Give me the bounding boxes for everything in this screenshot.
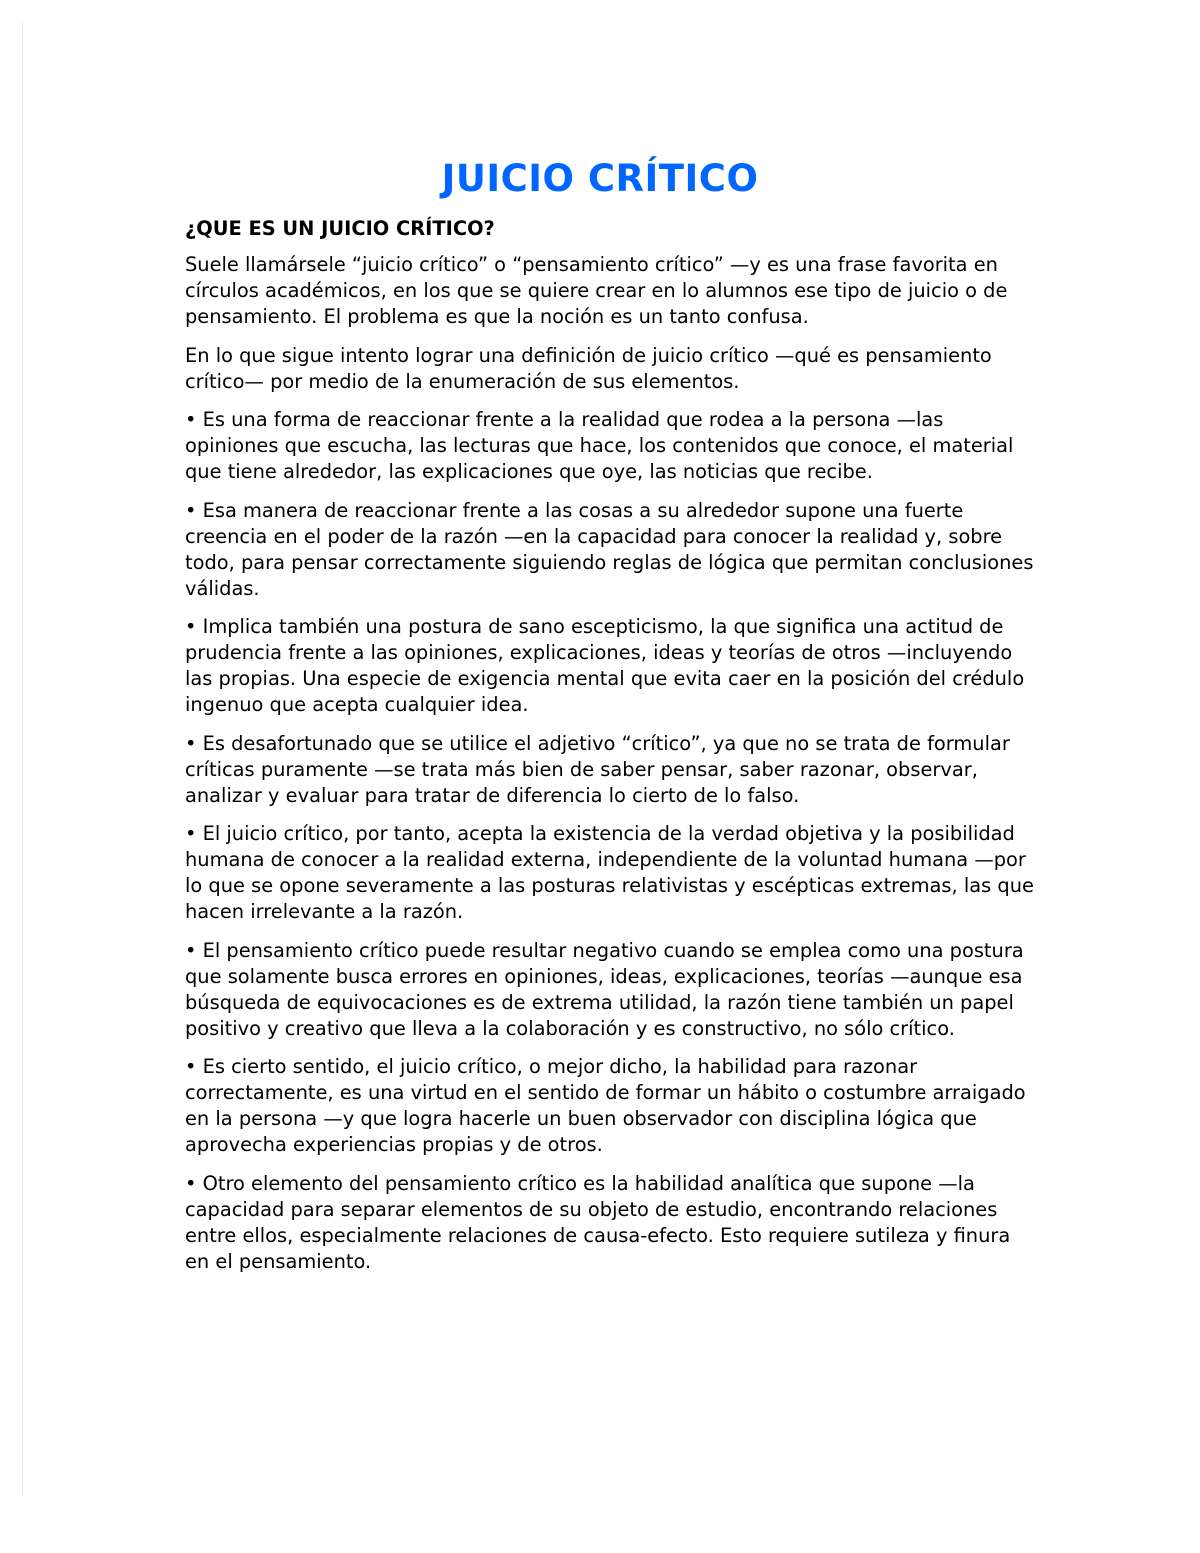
bullet-item: • Es cierto sentido, el juicio crítico, o mejor dicho, la habilidad para razonar correctamente, es una virtud en el sentido de formar un hábito o costumbre arraigado en la persona —y que logra hacerle un buen observador con disciplina lógica que aprovecha experiencias propias y de otros. (185, 1055, 1026, 1156)
document-title: JUICIO CRÍTICO (441, 157, 759, 200)
bullet-item: • Es una forma de reaccionar frente a la realidad que rodea a la persona —las opiniones que escucha, las lecturas que hace, los contenidos que conoce, el material que tiene alrededor, las explicaciones que oye, las noticias que recibe. (185, 408, 1014, 483)
bullet-item: • El pensamiento crítico puede resultar negativo cuando se emplea como una postura que solamente busca errores en opiniones, ideas, explicaciones, teorías —aunque esa búsqueda de equivocaciones es de extrema utilidad, la razón tiene también un papel positivo y creativo que lleva a la colaboración y es constructivo, no sólo crítico. (185, 938, 1024, 1040)
bullet-item: • Esa manera de reaccionar frente a las cosas a su alrededor supone una fuerte creencia en el poder de la razón —en la capacidad para conocer la realidad y, sobre todo, para pensar correctamente siguiendo reglas de lógica que permitan conclusiones válidas. (185, 498, 1034, 600)
bullet-item: • Es desafortunado que se utilice el adjetivo “crítico”, ya que no se trata de formular críticas puramente —se trata más bien de saber pensar, saber razonar, observar, analizar y evaluar para tratar de diferencia lo cierto de lo falso. (185, 731, 1010, 807)
intro-paragraph: Suele llamársele “juicio crítico” o “pensamiento crítico” —y es una frase favorita en círculos académicos, en los que se quiere crear en lo alumnos ese tipo de juicio o de pensamiento. El problema es que la noción es un tanto confusa. (185, 253, 1008, 328)
page-edge (22, 22, 23, 1497)
definition-paragraph: En lo que sigue intento lograr una definición de juicio crítico —qué es pensamiento crítico— por medio de la enumeración de sus elementos. (185, 343, 992, 393)
section-heading: ¿QUE ES UN JUICIO CRÍTICO? (185, 217, 495, 240)
document-body (185, 150, 1035, 1287)
bullet-item: • Implica también una postura de sano escepticismo, la que significa una actitud de prudencia frente a las opiniones, explicaciones, ideas y teorías de otros —incluyendo las propias. Una especie de exigencia mental que evita caer en la posición del crédulo ingenuo que acepta cualquier idea. (185, 615, 1025, 716)
bullet-item: • El juicio crítico, por tanto, acepta la existencia de la verdad objetiva y la posibilidad humana de conocer a la realidad externa, independiente de la voluntad humana —por lo que se opone severamente a las posturas relativistas y escépticas extremas, las que hacen irrelevante a la razón. (185, 822, 1034, 923)
bullet-item: • Otro elemento del pensamiento crítico es la habilidad analítica que supone —la capacidad para separar elementos de su objeto de estudio, encontrando relaciones entre ellos, especialmente relaciones de causa-efecto. Esto requiere sutileza y finura en el pensamiento. (185, 1171, 1011, 1273)
